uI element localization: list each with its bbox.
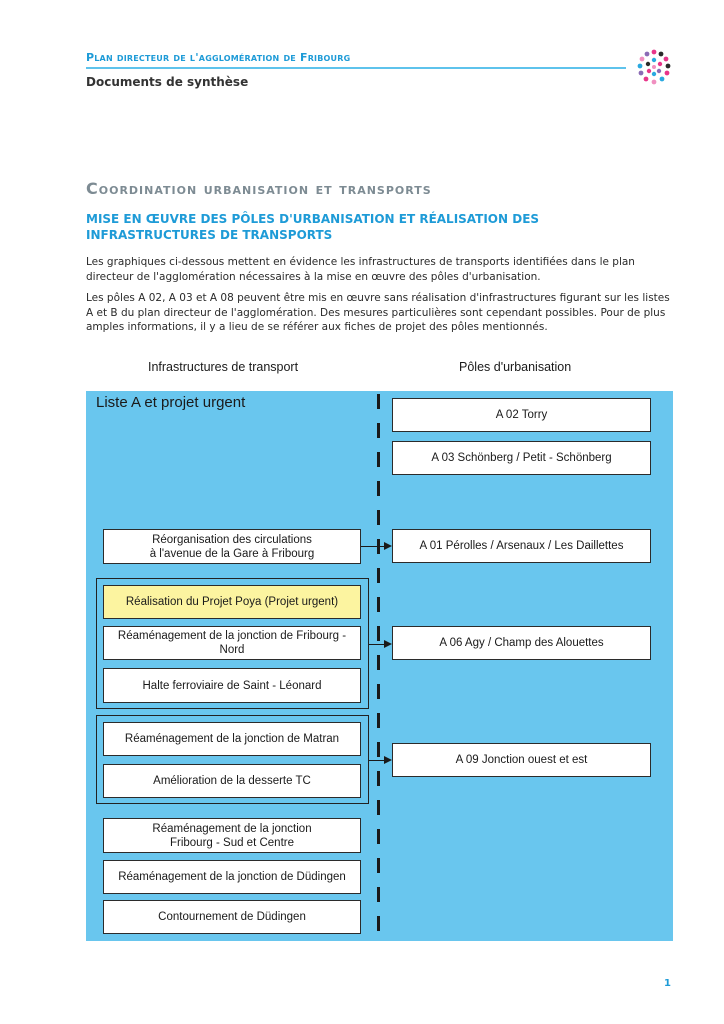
header-divider xyxy=(86,67,626,69)
document-header-title: Plan directeur de l'agglomération de Fribourg xyxy=(86,51,351,64)
pole-box: A 01 Pérolles / Arsenaux / Les Daillettes xyxy=(392,529,651,563)
note-paragraph: Les pôles A 02, A 03 et A 08 peuvent être mis en œuvre sans réalisation d'infrastructures figurant sur les listes A et B du plan directeur de l'agglomération. Des mesures particulières sont cependant possibles. Pour de plus amples informations, il y a lieu de se référer aux fiches de projet des pôles mentionnés. xyxy=(86,292,670,333)
intro-paragraph: Les graphiques ci-dessous mettent en évidence les infrastructures de transports identifiées dans le plan directeur de l'agglomération nécessaires à la mise en œuvre des pôles d'urbanisation. xyxy=(86,256,635,283)
pole-box: A 09 Jonction ouest et est xyxy=(392,743,651,777)
pole-box: A 03 Schönberg / Petit - Schönberg xyxy=(392,441,651,475)
pole-box: A 06 Agy / Champ des Alouettes xyxy=(392,626,651,660)
list-label: Liste A et projet urgent xyxy=(96,394,246,411)
infrastructure-box-highlighted: Réalisation du Projet Poya (Projet urgent) xyxy=(103,585,361,619)
infrastructure-box: Réaménagement de la jonction de Matran xyxy=(103,722,361,756)
column-header-poles: Pôles d'urbanisation xyxy=(459,360,572,374)
column-header-infrastructures: Infrastructures de transport xyxy=(148,360,299,374)
infrastructure-box: Contournement de Düdingen xyxy=(103,900,361,934)
infrastructure-box: Réaménagement de la jonction de Fribourg - Nord xyxy=(103,626,361,660)
infrastructure-box: Réaménagement de la jonction de Düdingen xyxy=(103,860,361,894)
section-title: MISE EN ŒUVRE DES PÔLES D'URBANISATION ET RÉALISATION DES INFRASTRUCTURES DE TRANSPORTS xyxy=(86,212,540,242)
pole-box: A 02 Torry xyxy=(392,398,651,432)
page-title: Coordination urbanisation et transports xyxy=(86,179,432,198)
infrastructure-box: Amélioration de la desserte TC xyxy=(103,764,361,798)
infrastructure-box: Halte ferroviaire de Saint - Léonard xyxy=(103,668,361,703)
agglomeration-logo xyxy=(634,48,674,88)
infrastructure-box: Réorganisation des circulations à l'avenue de la Gare à Fribourg xyxy=(103,529,361,564)
document-header-subtitle: Documents de synthèse xyxy=(86,75,249,89)
infrastructure-box: Réaménagement de la jonction Fribourg - Sud et Centre xyxy=(103,818,361,853)
page-number: 1 xyxy=(664,978,671,989)
